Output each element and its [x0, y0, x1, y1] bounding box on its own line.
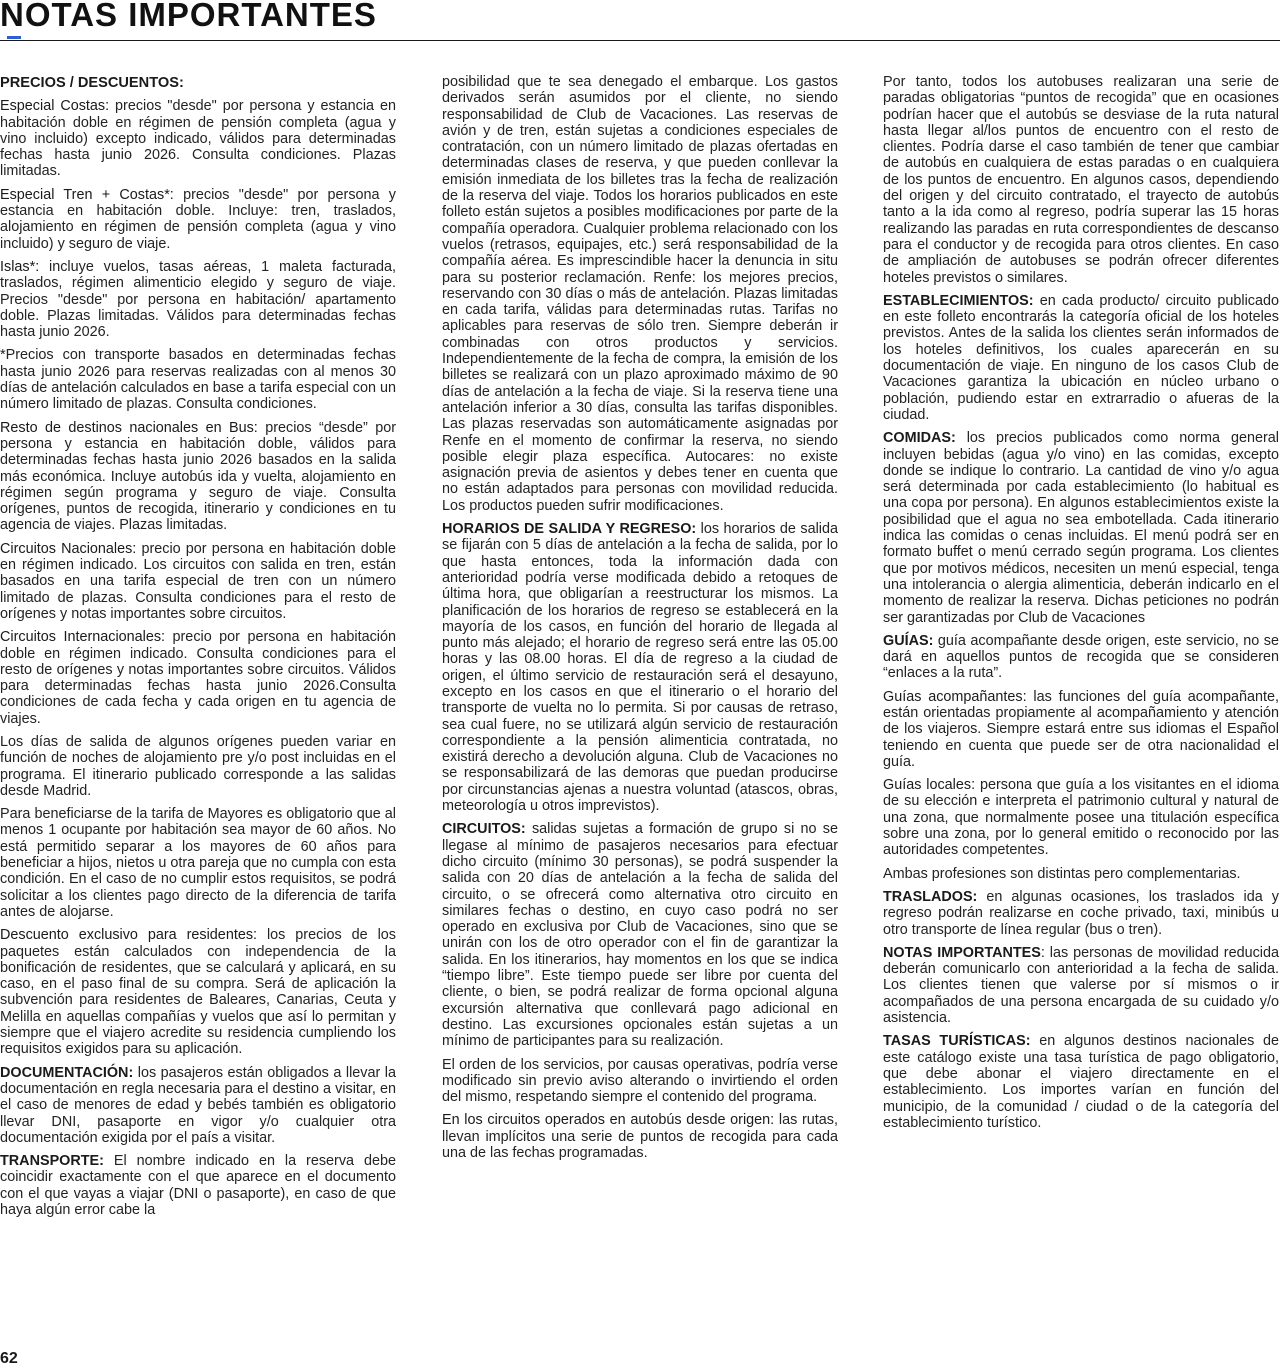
paragraph-precios-transporte: *Precios con transporte basados en determinadas fechas hasta junio 2026 para reservas realizadas con al menos 30 días de antelación calculados en base a tarifa especial con un número limitado de plazas. Consulta condiciones. [0, 347, 397, 413]
paragraph-establecimientos [883, 293, 1279, 423]
paragraph-circuitos-internacionales [0, 629, 396, 727]
page-number: 62 [0, 1350, 18, 1367]
keyword: COMIDAS: [883, 430, 956, 447]
keyword: Descuento exclusivo para residentes: [0, 927, 258, 944]
keyword: HORARIOS DE SALIDA Y REGRESO: [442, 521, 697, 538]
paragraph-text: las rutas, llevan implícitos una serie de puntos de recogida para cada una de las fechas programadas. [442, 1112, 838, 1161]
paragraph-documentacion [0, 1065, 396, 1146]
paragraph-text: precio por persona en habitación doble en régimen indicado. Los circuitos con salida en tren, están basados en una tarifa especial de tren con un número limitado de plazas. Consulta condiciones para el resto de orígenes y notas importantes sobre circuitos. [0, 540, 396, 622]
keyword: Guías locales: [883, 777, 976, 794]
paragraph-orden-servicios: El orden de los servicios, por causas operativas, podría verse modificado sin previo aviso alterando o invirtiendo el orden del mismo, respetando siempre el contenido del programa. [442, 1056, 838, 1106]
paragraph-circuitos [442, 821, 838, 1049]
paragraph-circuitos-autobus [442, 1112, 838, 1161]
title-divider [0, 40, 1280, 41]
keyword: TRASLADOS: [883, 888, 978, 905]
paragraph-guias [883, 633, 1279, 682]
keyword: Especial Tren + Costas*: [0, 186, 174, 203]
keyword: Circuitos Nacionales: [0, 540, 137, 557]
paragraph-horarios [442, 521, 838, 814]
keyword: Circuitos Internacionales: [0, 629, 166, 646]
keyword: ESTABLECIMIENTOS: [883, 292, 1034, 309]
page-title: NOTAS IMPORTANTES [0, 0, 377, 33]
column-3 [883, 74, 1279, 1138]
paragraph-text: en algunas ocasiones, los traslados ida y regreso podrán realizarse en coche privado, taxi, minibús u otro transporte de línea regular (bus o tren). [883, 888, 1279, 938]
paragraph-dias-salida: Los días de salida de algunos orígenes pueden variar en función de noches de alojamiento pre y/o post incluidas en el programa. El itinerario publicado corresponde a las salidas desde Madrid. [0, 733, 396, 799]
title-accent-mark [7, 36, 21, 39]
keyword: CIRCUITOS: [442, 821, 526, 838]
paragraph-text: persona que guía a los visitantes en el idioma de su elección e interpreta el patrimonio cultural y natural de una zona, que normalmente posee una titulación específica sobre una zona, por lo general emitido o reconocido por las autoridades competentes. [883, 777, 1280, 859]
paragraph-text: las funciones del guía acompañante, están orientadas propiamente al acompañamiento y atención de los viajeros. Siempre estará entre sus idiomas el Español teniendo en cuenta que puede ser de otra nacionalidad el guía. [883, 688, 1279, 770]
keyword: NOTAS IMPORTANTES [883, 944, 1041, 961]
paragraph-reservas-avion-tren: posibilidad que te sea denegado el embarque. Los gastos derivados serán asumidos por el cliente, no siendo responsabilidad de Club de Vacaciones. Las reservas de avión y de tren, están sujetas a condiciones especiales de contratación, con un número limitado de plazas ofertadas en determinadas clases de reserva, y que pueden conllevar la emisión inmediata de los billetes tras la fecha de realización de la reserva del viaje. Todos los horarios publicados en este folleto están sujetos a posibles modificaciones por parte de la compañía operadora. Cualquier problema relacionado con los vuelos (retrasos, equipajes, etc.) será responsabilidad de la compañía aérea. Es imprescindible hacer la denuncia in situ para su posterior reclamación. Renfe: los mejores precios, reservando con 30 días o más de antelación. Plazas limitadas en cada tarifa, válidas para determinadas rutas. Tarifas no aplicables para reservas de sólo tren. Siempre deberán ir combinadas con otros productos y servicios. Independientemente de la fecha de compra, la emisión de los billetes se realizará con un plazo aproximado máximo de 90 días de antelación a la fecha de viaje. Si la reserva tiene una antelación inferior a 30 días, consulta las tarifas disponibles. Las plazas reservadas son automáticamente asignadas por Renfe en el momento de confirmar la reserva, no siendo posible elegir plaza específica. Autocares: no existe asignación previa de asientos y debes tener en cuenta que no están adaptados para personas con movilidad reducida. Los productos pueden sufrir modificaciones. [442, 74, 838, 514]
keyword: En los circuitos operados en autobús desde origen: [442, 1112, 775, 1129]
paragraph-text: : las personas de movilidad reducida deberán comunicarlo con anterioridad a la fecha de salida. Los clientes tienen que valerse por sí mismos o ir acompañados de una persona encargada de su cuidado y/o asistencia. [883, 944, 1279, 1027]
paragraph-comidas [883, 430, 1279, 626]
paragraph-notas-importantes [883, 945, 1279, 1026]
paragraph-descuento-residentes [0, 927, 396, 1057]
paragraph-text: los precios de los paquetes están calculados con independencia de la bonificación de residentes, que se calculará y aplicará, en su caso, en el paso final de su compra. Será de aplicación la subvención para residentes de Baleares, Canarias, Ceuta y Melilla en aquellas compañías y vuelos que así lo permitan y siempre que el viajero acredite su residencia cumpliendo los requisitos exigidos para su aplicación. [0, 927, 396, 1058]
paragraph-traslados [883, 889, 1279, 938]
paragraph-text: incluye vuelos, tasas aéreas, 1 maleta facturada, traslados, régimen alimenticio elegido y seguro de viaje. Precios "desde" por persona en habitación/ apartamento doble. Plazas limitadas. Válidos para determinadas fechas hasta junio 2026. [0, 258, 396, 341]
paragraph-paradas-autobus: Por tanto, todos los autobuses realizaran una serie de paradas obligatorias “puntos de recogida” que en ocasiones podrían hacer que el autobús se desviase de la ruta natural hasta llegar al/los puntos de encuentro con el resto de clientes. Podría darse el caso también de tener que cambiar de autobús en cualquiera de estas paradas o en cualquiera de los puntos de encuentro. En algunos casos, dependiendo del origen y del circuito contratado, el trayecto de autobús tanto a la ida como al regreso, podría superar las 15 horas realizando las paradas en ruta correspondientes de descanso para el conductor y de recogida para otros clientes. En caso de ampliación de autobuses se podrán ofrecer diferentes hoteles previstos o similares. [883, 74, 1279, 286]
column-1 [0, 74, 396, 1225]
paragraph-text: El nombre indicado en la reserva debe coincidir exactamente con el que aparece en el documento con el que vayas a viajar (DNI o pasaporte), en caso de que haya algún error cabe la [0, 1153, 396, 1218]
paragraph-islas [0, 259, 396, 340]
paragraph-especial-tren-costas [0, 187, 396, 252]
paragraph-text: los pasajeros están obligados a llevar la documentación en regla necesaria para el destino a visitar, en el caso de menores de edad y bebés también es obligatorio llevar DNI, pasaporte en vigor y/o cualquier otra documentación exigida por el país a visitar. [0, 1064, 396, 1146]
paragraph-tasas-turisticas [883, 1033, 1279, 1131]
keyword: Islas*: [0, 258, 40, 275]
keyword: Guías acompañantes: [883, 688, 1027, 705]
paragraph-guias-locales [883, 777, 1279, 858]
paragraph-text: los precios publicados como norma general incluyen bebidas (agua y/o vino) en las comidas, excepto donde se indique lo contrario. La cantidad de vino y/o agua será determinada por cada establecimiento (lo habitual es una copa por persona). En algunos establecimientos existe la posibilidad que el agua no sea embotellada. Cada itinerario indica las comidas o cenas incluidas. El menú podrá ser en formato buffet o menú cerrado según programa. Los clientes que por motivos médicos, necesiten un menú especial, tenga una intolerancia o alergia alimenticia, deberán indicarlo en el momento de realizar la reserva. Dichas peticiones no podrán ser garantizadas por Club de Vacaciones [883, 430, 1279, 626]
paragraph-tarifa-mayores: Para beneficiarse de la tarifa de Mayores es obligatorio que al menos 1 ocupante por habitación sea mayor de 60 años. No está permitido separar a los mayores de 60 años para beneficiar a hijos, nietos u otra pareja que no cumpla con esta condición. En el caso de no cumplir estos requisitos, se podrá solicitar a los clientes pago directo de la diferencia de tarifa antes de alojarse. [0, 806, 396, 920]
paragraph-text: guía acompañante desde origen, este servicio, no se dará en aquellos puntos de recogida que se consideren “enlaces a la ruta”. [883, 632, 1279, 682]
paragraph-text: salidas sujetas a formación de grupo si no se llegase al mínimo de pasajeros necesarios para efectuar dicho circuito (mínimo 30 personas), se podrá suspender la salida con 20 días de antelación a la fecha de salida del circuito, o se ofrecerá como alternativa otro circuito en similares fechas o destino, en cuyo caso podrá no ser operado en exclusiva por Club de Vacaciones, sino que se unirán con los de otro operador con el fin de garantizar la salida. En los itinerarios, hay momentos en los que se indica “tiempo libre”. Este tiempo puede ser libre por cuenta del cliente, o bien, se podrá realizar de forma opcional alguna excursión alternativa que conllevará pago adicional en destino. Las excursiones opcionales están sujetas a un mínimo de participantes para su realización. [442, 821, 838, 1050]
paragraph-circuitos-nacionales [0, 541, 396, 622]
keyword: DOCUMENTACIÓN: [0, 1064, 134, 1081]
paragraph-text: precios “desde” por persona y estancia en habitación doble, válidos para determinadas fechas hasta junio 2026 basados en la salida más económica. Incluye autobús ida y vuelta, alojamiento en régimen según programa y seguro de viaje. Consulta orígenes, puntos de recogida, itinerario y condiciones en tu agencia de viajes. Plazas limitadas. [0, 419, 396, 534]
paragraph-text: precios "desde" por persona y estancia en habitación doble en régimen de pensión completa (agua y vino incluido) excepto indicado, válidos para determinadas fechas hasta junio 2026. Consulta condiciones. Plazas limitadas. [0, 98, 396, 180]
keyword: Resto de destinos nacionales en Bus: [0, 419, 258, 436]
paragraph-guias-acompanantes [883, 689, 1279, 770]
keyword: Especial Costas: [0, 98, 110, 115]
keyword: TRANSPORTE: [0, 1153, 104, 1170]
paragraph-text: precios "desde" por persona y estancia en habitación doble. Incluye: tren, traslados, alojamiento en régimen de pensión completa (agua y vino incluido) y seguro de viaje. [0, 186, 396, 252]
paragraph-text: en cada producto/ circuito publicado en este folleto encontrarás la categoría oficial de los hoteles previstos. Antes de la salida los clientes serán informados de los hoteles definitivos, los cuales aparecerán en su documentación de viaje. En ninguno de los casos Club de Vacaciones garantiza la ubicación en núcleo urbano o población, pudiendo estar en extrarradio o afueras de la ciudad. [883, 292, 1279, 423]
paragraph-text: los horarios de salida se fijarán con 5 días de antelación a la fecha de salida, por lo que hasta entonces, toda la información dada con anterioridad podría verse modificada debido a retoques de última hora, que obligarían a reestructurar los mismos. La planificación de los horarios de regreso se establecerá en la mayoría de los casos, en función del horario de llegada al punto más alejado; el horario de regreso será entre las 05.00 horas y las 08.00 horas. El día de regreso a la ciudad de origen, el último servicio de restauración será el desayuno, excepto en los casos en que el itinerario o el horario del transporte de vuelta no lo permita. Si por causas de retraso, sea cual fuere, no se utilizará algún servicio de restauración correspondiente a la pensión alimenticia contratada, no existirá derecho a devolución alguna. Club de Vacaciones no se responsabilizará de las demoras que puedan producirse por circunstancias ajenas a nuestra voluntad (atascos, obras, meteorología u otros imprevistos). [442, 521, 838, 815]
section-heading-precios: PRECIOS / DESCUENTOS: [0, 75, 184, 91]
paragraph-text: en algunos destinos nacionales de este catálogo existe una tasa turística de pago obligatorio, que debe abonar el viajero directamente en el establecimiento. Los importes varían en función del municipio, de la comunidad / ciudad o de la categoría del establecimiento turístico. [883, 1033, 1279, 1131]
column-2 [442, 74, 838, 1168]
keyword: GUÍAS: [883, 632, 934, 649]
paragraph-resto-destinos [0, 420, 396, 534]
keyword: TASAS TURÍSTICAS: [883, 1033, 1031, 1050]
paragraph-ambas-profesiones: Ambas profesiones son distintas pero complementarias. [883, 865, 1241, 882]
paragraph-transporte [0, 1153, 396, 1218]
paragraph-text: precio por persona en habitación doble en régimen indicado. Consulta condiciones para el resto de orígenes y notas importantes sobre circuitos. Válidos para determinadas fechas hasta junio 2026.Consulta condiciones de cada fecha y cada origen en tu agencia de viajes. [0, 629, 396, 727]
paragraph-especial-costas [0, 98, 396, 179]
